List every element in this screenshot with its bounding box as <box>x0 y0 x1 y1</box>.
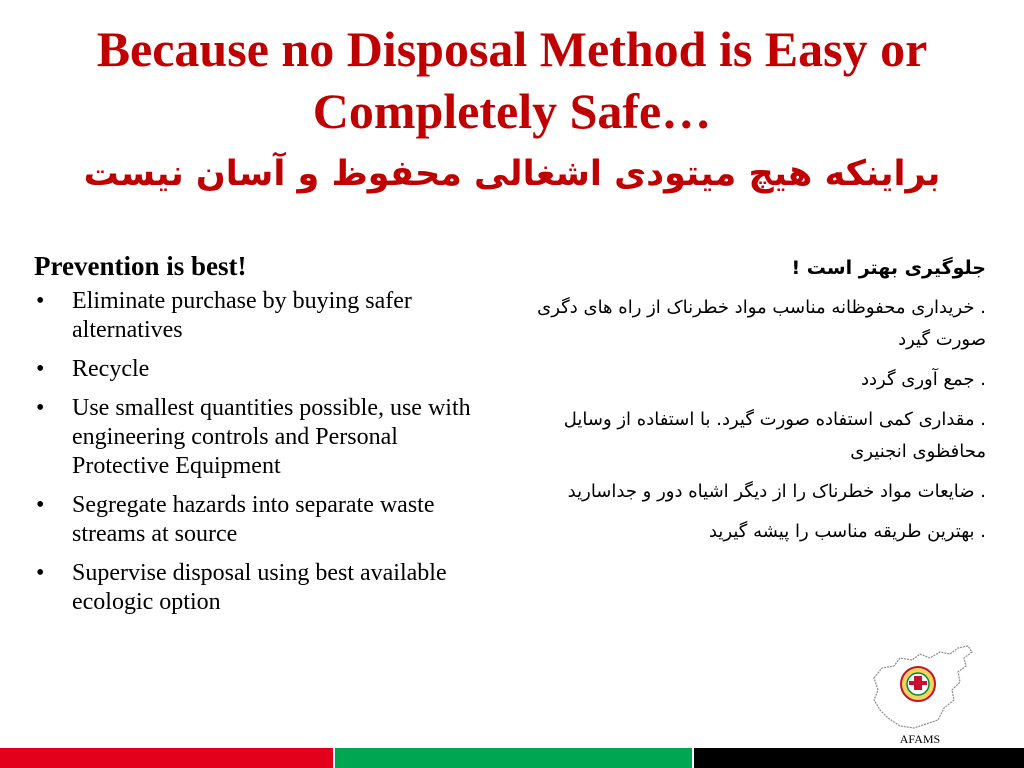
afghanistan-map-emblem-icon <box>868 638 974 738</box>
list-item-text: Supervise disposal using best available ecologic option <box>72 560 447 615</box>
list-item-text: Eliminate purchase by buying safer alternatives <box>72 288 412 343</box>
list-item-text: Segregate hazards into separate waste streams at source <box>72 492 435 547</box>
dari-list-item: . بهترین طریقه مناسب را پیشه گیرید <box>708 521 986 542</box>
list-item-text: Use smallest quantities possible, use with engineering controls and Personal Protective Equipment <box>72 395 471 479</box>
afams-label: AFAMS <box>899 732 941 746</box>
list-item <box>34 287 494 345</box>
bullet-icon: • <box>36 356 45 382</box>
bullet-icon: • <box>36 395 45 421</box>
list-item <box>34 559 494 617</box>
list-item <box>34 355 494 384</box>
slide-subtitle-dari: براینکه هیچ میتودی اشغالی محفوظ و آسان نیست <box>83 154 941 194</box>
dari-list-item: . مقداری کمی استفاده صورت گیرد. با استفاده از وسایل محافظوی انجنیری <box>563 409 986 462</box>
dari-list-item: . جمع آوری گردد <box>860 369 986 390</box>
list-item <box>34 491 494 549</box>
bullet-icon: • <box>36 492 45 518</box>
dari-list-item: . خریداری محفوظانه مناسب مواد خطرناک از راه های دگری صورت گیرد <box>537 297 986 350</box>
english-bullet-list <box>34 287 494 617</box>
footer-bar-red <box>0 748 333 768</box>
list-item-text: Recycle <box>72 356 150 382</box>
footer-color-bar <box>0 748 1024 768</box>
list-item <box>34 394 494 481</box>
bullet-icon: • <box>36 288 45 314</box>
dari-list-item: . ضایعات مواد خطرناک را از دیگر اشیاه دور و جداسارید <box>567 481 986 502</box>
english-column <box>34 252 494 627</box>
bullet-icon: • <box>36 560 45 586</box>
dari-heading: جلوگیری بهتر است ! <box>791 257 986 279</box>
slide-title: Because no Disposal Method is Easy or Completely Safe… <box>96 21 928 139</box>
english-heading: Prevention is best! <box>34 251 247 281</box>
footer-bar-green <box>333 748 694 768</box>
footer-bar-black <box>694 748 1024 768</box>
dari-column <box>526 252 986 556</box>
